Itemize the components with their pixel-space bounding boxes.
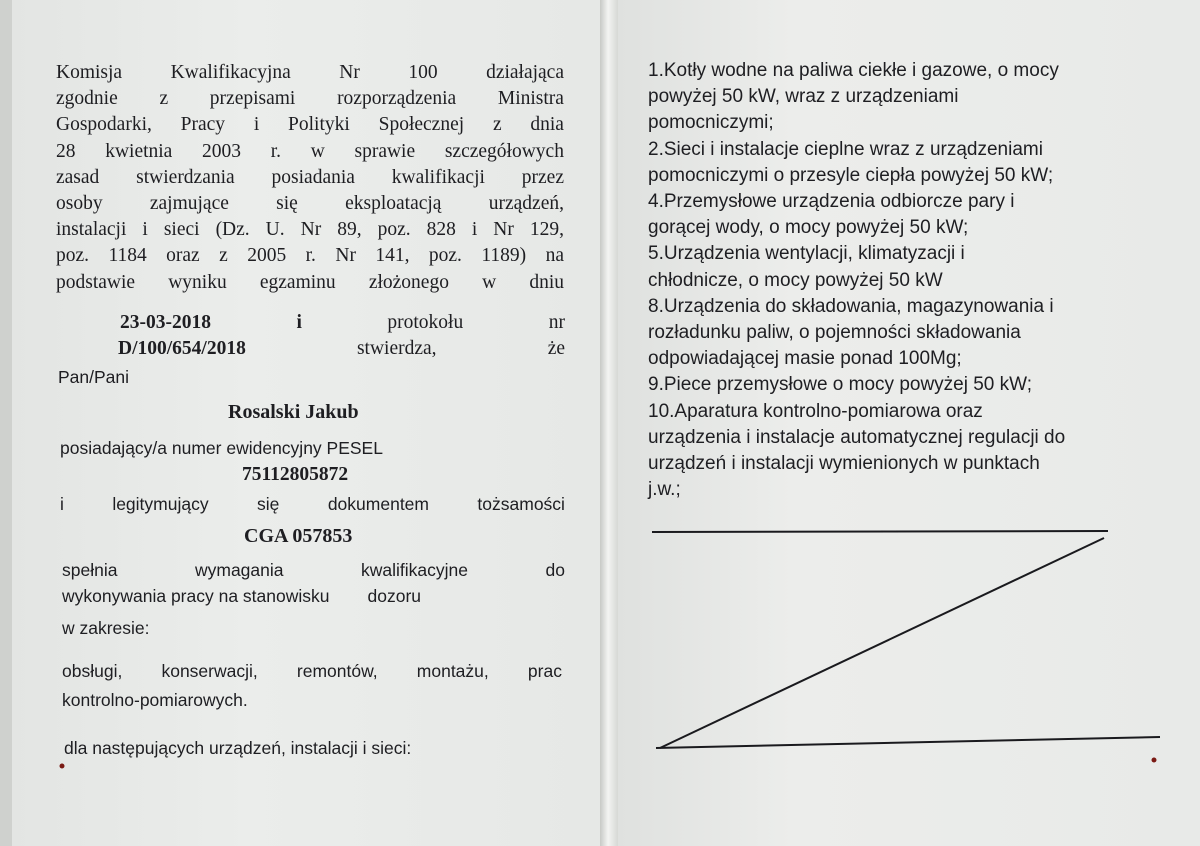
ink-spot (60, 764, 65, 769)
paragraph-word: na (545, 245, 564, 267)
paragraph-word: kwalifikacji (391, 166, 485, 188)
devices-label: dla następujących urządzeń, instalacji i sieci: (64, 738, 412, 758)
person-name: Rosalski Jakub (228, 401, 359, 423)
device-list-line: 4.Przemysłowe urządzenia odbiorcze pary i (648, 191, 1015, 212)
paragraph-word: Nr (335, 245, 356, 267)
paragraph-word: poz. (428, 245, 462, 267)
paragraph-word: Kwalifikacyjna (170, 62, 291, 83)
line-word: i (60, 494, 64, 514)
paragraph-word: zajmujące (149, 193, 229, 214)
line-word: się (257, 494, 280, 514)
device-list-line: j.w.; (648, 479, 681, 501)
paragraph-word: (Dz. (215, 219, 250, 241)
device-list-line: pomocniczymi o przesyle ciepła powyżej 50 kW; (648, 164, 1054, 186)
protocol-line: D/100/654/2018 stwierdza, że (118, 336, 565, 362)
paragraph-word: Ministra (497, 88, 564, 110)
paragraph-word: posiadania (271, 166, 355, 188)
paragraph-word: 89, (337, 219, 362, 241)
paragraph-word: r. (270, 140, 282, 162)
paragraph-word: 2005 (247, 245, 287, 267)
paragraph-word: 129, (529, 219, 564, 241)
work-position-line: wykonywania pracy na stanowisku dozoru (62, 586, 422, 606)
paragraph-word: eksploatacją (345, 193, 442, 214)
top-strike-line (652, 531, 1108, 532)
paragraph-word: Polityki (288, 114, 350, 136)
paragraph-word: Nr (493, 219, 514, 241)
paragraph-word: rozporządzenia (337, 88, 457, 110)
paragraph-word: osoby (56, 193, 103, 214)
line-word: obsługi, (62, 661, 123, 681)
paragraph-word: egzaminu (259, 271, 336, 293)
paragraph-word: 141, (375, 245, 410, 267)
id-document-number: CGA 057853 (244, 525, 353, 547)
device-list-line: odpowiadającej masie ponad 100Mg; (648, 348, 962, 370)
device-list-line: 8.Urządzenia do składowania, magazynowania i (648, 295, 1054, 317)
paragraph-word: 100 (408, 62, 438, 83)
device-list-line: rozładunku paliw, o pojemności składowania (648, 322, 1021, 343)
paragraph-word: Nr (300, 219, 322, 241)
paragraph-word: i (142, 219, 148, 241)
paragraph-word: poz. (377, 219, 411, 241)
device-list-line: pomocniczymi; (648, 112, 774, 134)
paragraph-word: i (471, 219, 478, 241)
paragraph-word: i (253, 114, 260, 136)
line-word: kwalifikacyjne (361, 560, 469, 580)
line-word: legitymujący (112, 494, 209, 514)
paragraph-word: urządzeń, (488, 193, 564, 214)
paragraph-word: przez (521, 166, 564, 188)
scope-label: w zakresie: (62, 618, 150, 638)
device-list-line: 2.Sieci i instalacje cieplne wraz z urządzeniami (648, 138, 1043, 160)
paragraph-word: 828 (426, 219, 456, 241)
line-word: tożsamości (477, 494, 565, 514)
paragraph-word: złożonego (368, 271, 449, 293)
paragraph-word: z (492, 114, 502, 136)
paragraph-word: przepisami (209, 88, 296, 110)
paragraph-word: zgodnie (56, 88, 118, 110)
line-word: spełnia (62, 560, 118, 580)
device-list-line: 1.Kotły wodne na paliwa ciekłe i gazowe, o mocy (648, 60, 1059, 81)
position-name: dozoru (367, 586, 422, 606)
line-word: do (545, 560, 565, 580)
paragraph-word: r. (305, 245, 316, 267)
line-word: remontów, (296, 661, 378, 681)
paragraph-word: sprawie (354, 140, 416, 162)
paragraph-word: dnia (530, 114, 564, 136)
line-word: konserwacji, (161, 661, 258, 681)
paragraph-word: w (310, 140, 325, 162)
paragraph-word: sieci (163, 219, 200, 241)
device-list-line: 9.Piece przemysłowe o mocy powyżej 50 kW; (648, 374, 1033, 396)
paragraph-word: z (219, 245, 228, 267)
pesel-label: posiadający/a numer ewidencyjny PESEL (60, 438, 383, 458)
paragraph-word: 1189) (481, 245, 527, 267)
device-list-line: urządzenia i instalacje automatycznej regulacji do (648, 426, 1066, 448)
paragraph-word: 2003 (202, 140, 242, 162)
paragraph-word: wyniku (168, 271, 227, 293)
line-word: wymagania (194, 560, 284, 580)
paragraph-word: się (276, 193, 298, 214)
paragraph-word: Nr (339, 62, 360, 83)
paragraph-word: zasad (56, 166, 100, 188)
paragraph-word: z (159, 88, 169, 110)
paragraph-word: w (482, 271, 497, 293)
ink-spot (1152, 758, 1157, 763)
paragraph-word: działająca (486, 62, 564, 83)
line-word: prac (527, 661, 562, 681)
paragraph-word: poz. (56, 245, 90, 267)
diagonal-strike-line (660, 538, 1104, 748)
pesel-number: 75112805872 (242, 464, 349, 485)
paragraph-word: 1184 (108, 245, 147, 267)
device-list-line: chłodnicze, o mocy powyżej 50 kW (648, 269, 943, 291)
device-list-line: 5.Urządzenia wentylacji, klimatyzacji i (648, 243, 965, 265)
line-word: montażu, (416, 661, 489, 681)
paragraph-word: kwietnia (105, 140, 173, 162)
paragraph-word: szczegółowych (444, 140, 564, 162)
scope-line-2: kontrolno-pomiarowych. (62, 690, 248, 710)
paragraph-word: Gospodarki, (56, 114, 152, 136)
device-list-line: powyżej 50 kW, wraz z urządzeniami (648, 86, 959, 108)
protocol-number: D/100/654/2018 (118, 338, 246, 359)
paragraph-word: dniu (529, 271, 564, 293)
paragraph-word: Komisja (56, 62, 123, 83)
exam-date-line: 23-03-2018 i protokołu nr (120, 310, 565, 336)
paragraph-word: stwierdzania (136, 166, 235, 188)
paragraph-word: instalacji (56, 219, 127, 241)
bottom-strike-line (656, 737, 1160, 748)
paragraph-word: podstawie (56, 271, 136, 293)
paragraph-word: 28 (56, 140, 76, 162)
device-list-line: gorącej wody, o mocy powyżej 50 kW; (648, 217, 969, 239)
pan-pani-label: Pan/Pani (58, 367, 130, 387)
paragraph-word: U. (265, 219, 285, 241)
line-word: dokumentem (327, 494, 429, 514)
paragraph-word: oraz (166, 245, 200, 267)
paragraph-word: Społecznej (378, 114, 465, 136)
paragraph-word: Pracy (180, 114, 226, 136)
exam-date: 23-03-2018 (120, 312, 211, 333)
device-list-line: 10.Aparatura kontrolno-pomiarowa oraz (648, 400, 983, 422)
device-list-line: urządzeń i instalacji wymienionych w punktach (648, 453, 1040, 474)
